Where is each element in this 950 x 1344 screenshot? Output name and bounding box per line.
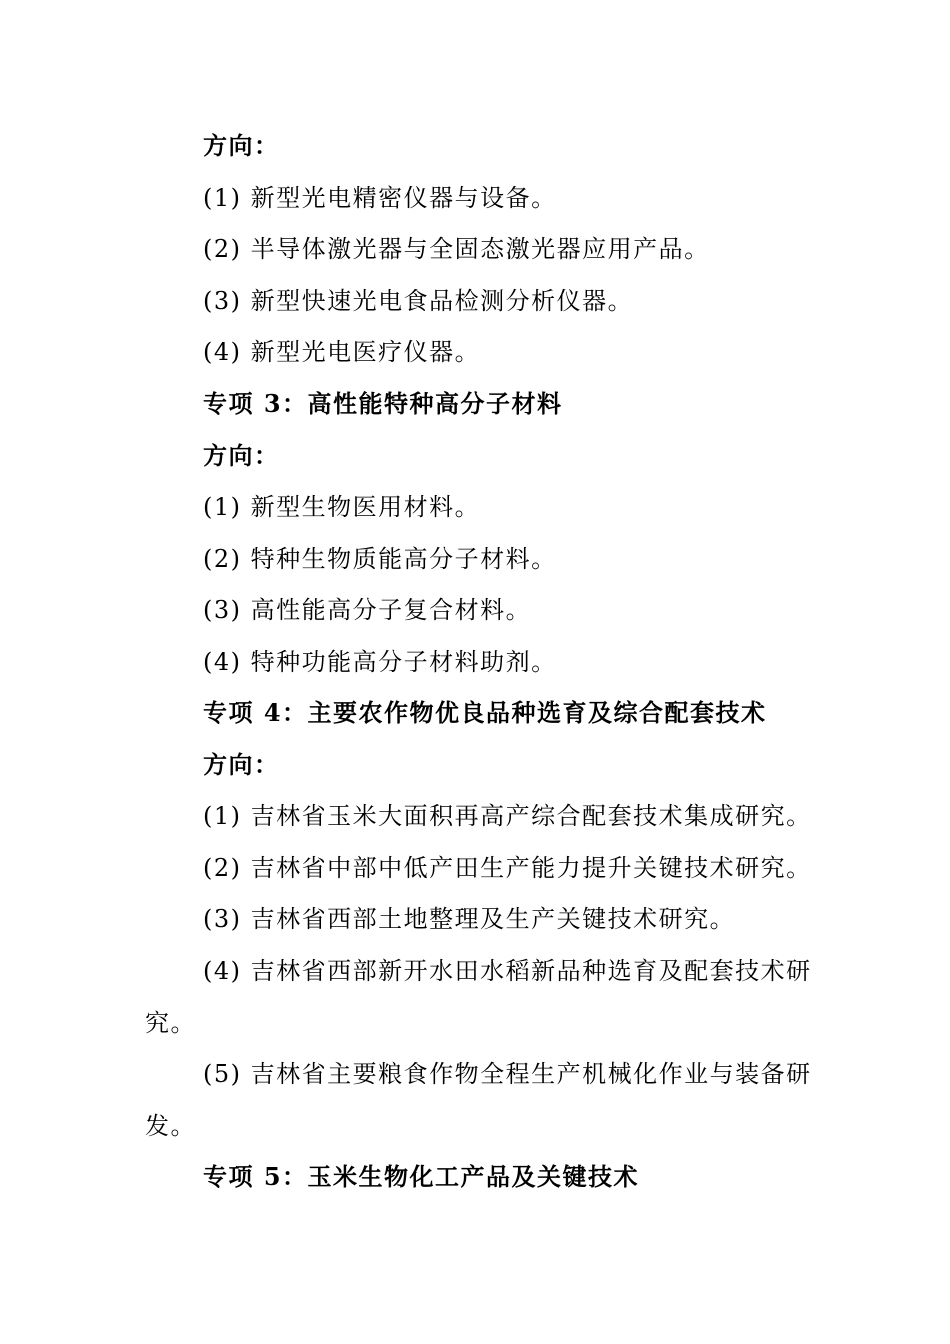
list-item: (2) 特种生物质能高分子材料。 [203, 545, 557, 573]
direction-heading: 方向： [203, 131, 280, 160]
list-item: (4) 特种功能高分子材料助剂。 [203, 648, 557, 676]
direction-heading: 方向： [203, 750, 280, 779]
list-item: (3) 吉林省西部土地整理及生产关键技术研究。 [203, 905, 736, 933]
section-heading: 专项 5：玉米生物化工产品及关键技术 [203, 1162, 640, 1191]
list-item: (2) 吉林省中部中低产田生产能力提升关键技术研究。 [203, 854, 812, 882]
list-item: (3) 新型快速光电食品检测分析仪器。 [203, 287, 634, 315]
list-item: (4) 新型光电医疗仪器。 [203, 338, 481, 366]
list-item: (1) 新型光电精密仪器与设备。 [203, 184, 557, 212]
list-item-continuation: 发。 [145, 1112, 196, 1140]
section-heading: 专项 3：高性能特种高分子材料 [203, 389, 563, 418]
list-item: (2) 半导体激光器与全固态激光器应用产品。 [203, 235, 710, 263]
section-heading: 专项 4：主要农作物优良品种选育及综合配套技术 [203, 698, 767, 727]
list-item: (5) 吉林省主要粮食作物全程生产机械化作业与装备研 [203, 1060, 812, 1088]
list-item: (4) 吉林省西部新开水田水稻新品种选育及配套技术研 [203, 957, 812, 985]
direction-heading: 方向： [203, 441, 280, 470]
list-item: (1) 吉林省玉米大面积再高产综合配套技术集成研究。 [203, 802, 812, 830]
list-item: (1) 新型生物医用材料。 [203, 493, 481, 521]
list-item-continuation: 究。 [145, 1009, 196, 1037]
list-item: (3) 高性能高分子复合材料。 [203, 596, 532, 624]
